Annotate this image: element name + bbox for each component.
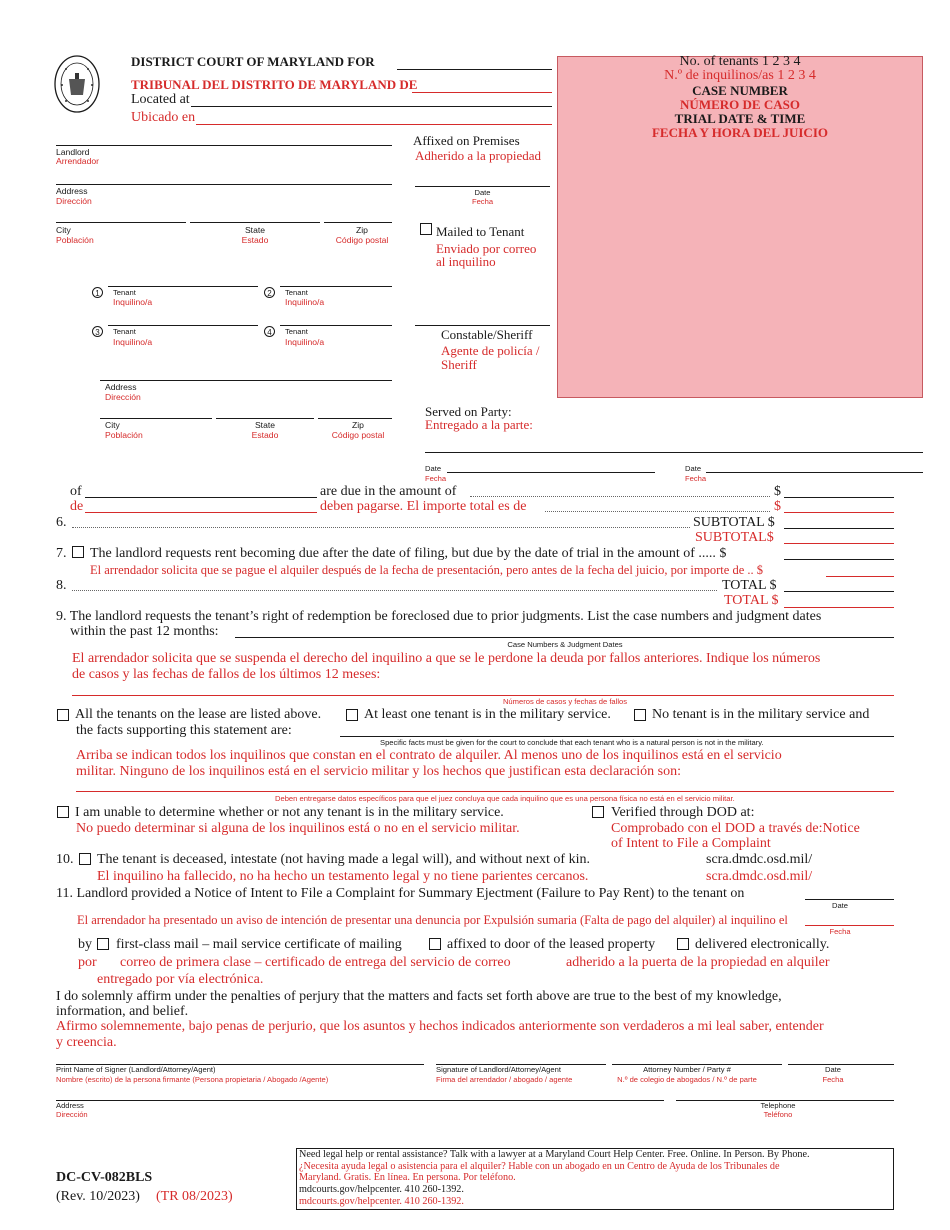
future-rent-field[interactable] [784, 559, 894, 560]
service-date-en-text: Date [685, 464, 702, 473]
military-yes-checkbox[interactable] [346, 709, 358, 721]
amounts-rent-es-text: El arrendador solicita que se pague el alquiler después de la fecha de presentación, pero antes de la fecha del juicio, por importe de .. $ [90, 563, 763, 577]
amounts-subtotal-es-text: SUBTOTAL$ [695, 530, 774, 545]
item10-en-text: The tenant is deceased, intestate (not having made a legal will), and without next of kin. [97, 852, 590, 867]
electronic-method-checkbox[interactable] [677, 938, 689, 950]
item9-caption-es-text: Números de casos y fechas de fallos [502, 697, 628, 706]
military-all-en-text: All the tenants on the lease are listed above. [75, 707, 322, 722]
form-rule [72, 527, 690, 528]
military-dod-es1-text: Comprobado con el DOD a través de:Notice [611, 821, 860, 836]
amounts-item6-text: 6. [56, 515, 67, 530]
item11-mail-es-text: correo de primera clase – certificado de entrega del servicio de correo [120, 955, 511, 970]
signature-atty-en-text: Attorney Number / Party # [643, 1065, 731, 1074]
tenants-zip-en-text: Zip [352, 420, 364, 430]
item9-caption-en-text: Case Numbers & Judgment Dates [507, 640, 623, 649]
tenants-tenant-en-text: Tenant [285, 327, 308, 336]
item11-elec-en-text: delivered electronically. [695, 937, 830, 952]
item9-line2-text: within the past 12 months: [70, 624, 219, 639]
military-dod-en-text: Verified through DOD at: [611, 805, 755, 820]
tenants-tenant-en-text: Tenant [113, 288, 136, 297]
form-rule [784, 543, 894, 544]
amounts-of-en-text: of [70, 484, 82, 499]
service-date-en-text: Date [474, 188, 491, 197]
amounts-due-es-text: deben pagarse. El importe total es de [320, 499, 527, 514]
tenants-state-es-text: Estado [251, 430, 279, 440]
affixed-label: Affixed on Premises [413, 133, 520, 148]
help-center-link-es[interactable]: mdcourts.gov/helpcenter. 410 260-1392. [299, 1196, 464, 1207]
landlord-address-field[interactable] [56, 184, 392, 185]
military-es1-text: Arriba se indican todos los inquilinos que constan en el contrato de alquiler. Al menos uno de los inquilinos está en el servicio [76, 748, 782, 763]
dod-verified-checkbox[interactable] [592, 806, 604, 818]
tenant-4-field[interactable] [280, 325, 392, 326]
landlord-state-field[interactable] [190, 222, 320, 223]
judgments-field[interactable] [235, 637, 894, 638]
landlord-landlord-en-text: Landlord [56, 147, 90, 157]
item11-mail-en-text: first-class mail – mail service certificate of mailing [116, 937, 402, 952]
military-specific-en-text: Specific facts must be given for the court to conclude that each tenant who is a natural person is not in the military. [380, 738, 764, 747]
tenant-2-number: 2 [264, 287, 275, 298]
landlord-city-es-text: Población [56, 235, 94, 245]
footer-help-es1-text: ¿Necesita ayuda legal o asistencia para el alquiler? Hable con un abogado en un Centro de Ayuda de los Tribunales de [299, 1161, 780, 1172]
service-constable-es1-text: Agente de policía / [441, 343, 540, 358]
item11-text: 11. Landlord provided a Notice of Intent to File a Complaint for Summary Ejectment (Failure to Pay Rent) to the tenant on [56, 886, 745, 901]
item10-num-text: 10. [56, 852, 74, 867]
notice-date-field[interactable] [805, 899, 894, 900]
form-rule [72, 695, 894, 696]
signer-address-field[interactable] [56, 1100, 664, 1101]
form-rule [76, 791, 894, 792]
tenant-3-field[interactable] [108, 325, 258, 326]
tenant-3-number: 3 [92, 326, 103, 337]
form-rule [85, 512, 317, 513]
military-es2-text: militar. Ninguno de los inquilinos está en el servicio militar y los hechos que justifican esta declaración son: [76, 764, 681, 779]
tenant-city-field[interactable] [100, 418, 212, 419]
tenant-4-number: 4 [264, 326, 275, 337]
future-rent-checkbox[interactable] [72, 546, 84, 558]
military-specific-es-text: Deben entregarse datos específicos para que el juez concluya que cada inquilino que es una persona física no está en el servicio militar. [275, 794, 735, 803]
tenants-address-en-text: Address [105, 382, 137, 392]
affirm-en2-text: information, and belief. [56, 1004, 189, 1019]
tenants-tenant-es-text: Inquilino/a [113, 337, 153, 347]
tenant-1-field[interactable] [108, 286, 258, 287]
tenants-tenant-es-text: Inquilino/a [285, 337, 325, 347]
court-seal [54, 55, 100, 113]
signature-print-es-text: Nombre (escrito) de la persona firmante (Persona propietaria / Abogado /Agente) [56, 1075, 329, 1084]
landlord-zip-en-text: Zip [356, 225, 368, 235]
form-rule [805, 925, 894, 926]
tenants-city-es-text: Población [105, 430, 143, 440]
trial-date-label-es: FECHA Y HORA DEL JUICIO [651, 125, 828, 140]
military-no-checkbox[interactable] [634, 709, 646, 721]
form-rule [545, 511, 770, 512]
item11-by-en-text: by [78, 937, 92, 952]
affirm-es2-text: y creencia. [56, 1035, 117, 1050]
landlord-zip-field[interactable] [324, 222, 392, 223]
unable-determine-checkbox[interactable] [57, 806, 69, 818]
signature-sig-es-text: Firma del arrendador / abogado / agente [436, 1075, 573, 1084]
tenant-2-field[interactable] [280, 286, 392, 287]
court-title-es: TRIBUNAL DEL DISTRITO DE MARYLAND DE [131, 77, 418, 92]
tenant-zip-field[interactable] [318, 418, 392, 419]
form-rule [784, 512, 894, 513]
item11-elec-es-text: entregado por vía electrónica. [97, 972, 264, 987]
amounts-dollar-text: $ [774, 484, 781, 499]
affixed-label-es: Adherido a la propiedad [415, 148, 541, 163]
tenants-address-es-text: Dirección [105, 392, 141, 402]
landlord-state-es-text: Estado [241, 235, 269, 245]
signature-address-es-text: Dirección [56, 1110, 88, 1119]
military-none-en-text: No tenant is in the military service and [652, 707, 870, 722]
signature-sig-en-text: Signature of Landlord/Attorney/Agent [436, 1065, 561, 1074]
affirmation-text: I do solemnly affirm under the penalties of perjury that the matters and facts set forth above are true to the best of my knowledge, [56, 989, 782, 1004]
served-date-1-field[interactable] [447, 472, 655, 473]
form-rule [412, 92, 552, 93]
amounts-item7-text: 7. [56, 546, 67, 561]
affixed-method-checkbox[interactable] [429, 938, 441, 950]
landlord-landlord-es-text: Arrendador [56, 156, 99, 166]
subtotal-label: SUBTOTAL $ [693, 515, 775, 530]
tenant-state-field[interactable] [216, 418, 314, 419]
mailed-label: Mailed to Tenant [436, 224, 525, 239]
form-rule [196, 124, 552, 125]
help-center-link[interactable]: mdcourts.gov/helpcenter. 410 260-1392. [299, 1184, 464, 1195]
signature-date-es-text: Fecha [822, 1075, 844, 1084]
amounts-dollar-text: $ [774, 499, 781, 514]
amounts-due-en-text: are due in the amount of [320, 484, 457, 499]
footer-help-en-text: Need legal help or rental assistance? Talk with a lawyer at a Maryland Court Help Center. Free. Online. In Person. By Phone. [299, 1149, 810, 1160]
total-label: TOTAL $ [722, 578, 777, 593]
deceased-checkbox[interactable] [79, 853, 91, 865]
service-served-es-text: Entregado a la parte: [425, 417, 533, 432]
served-label: Served on Party: [425, 404, 512, 419]
tenant-address-field[interactable] [100, 380, 392, 381]
scra-link[interactable]: scra.dmdc.osd.mil/ [706, 852, 813, 867]
military-unable-es-text: No puedo determinar si alguna de los inquilinos está o no en el servicio militar. [76, 821, 520, 836]
signature-date-en-text: Date [824, 1065, 842, 1074]
total-field[interactable] [784, 591, 894, 592]
mailed-checkbox[interactable] [420, 223, 432, 235]
service-date-es-text: Fecha [425, 474, 447, 483]
service-date-es-text: Fecha [685, 474, 707, 483]
due-amount-field[interactable] [784, 497, 894, 498]
affixed-date-field[interactable] [415, 186, 550, 187]
tenants-zip-es-text: Código postal [331, 430, 385, 440]
tenants-tenant-es-text: Inquilino/a [113, 297, 153, 307]
amounts-of-es-text: de [70, 499, 84, 514]
tenant-1-number: 1 [92, 287, 103, 298]
service-mailed-es1-text: Enviado por correo [436, 241, 537, 256]
item11-date-es-text: Fecha [829, 927, 851, 936]
tenants-tenant-en-text: Tenant [285, 288, 308, 297]
tenant-count-es: N.º de inquilinos/as 1 2 3 4 [664, 68, 816, 83]
signature-address-en-text: Address [56, 1101, 84, 1110]
item11-es-text: El arrendador ha presentado un aviso de intención de presentar una denuncia por Expulsión sumaria (Falta de pago del alquiler) al inquilino el [77, 913, 788, 927]
amounts-item8-text: 8. [56, 578, 67, 593]
service-date-es-text: Fecha [471, 197, 494, 206]
constable-label: Constable/Sheriff [441, 327, 533, 342]
form-rule [72, 590, 717, 591]
revision: (Rev. 10/2023) [56, 1189, 140, 1204]
landlord-address-en-text: Address [56, 186, 88, 196]
tenants-city-en-text: City [105, 420, 120, 430]
service-mailed-es2-text: al inquilino [436, 254, 496, 269]
trial-date-label: TRIAL DATE & TIME [674, 111, 806, 126]
mailed-date-field[interactable] [415, 325, 550, 326]
military-one-en-text: At least one tenant is in the military service. [364, 707, 611, 722]
translation-revision: (TR 08/2023) [156, 1189, 233, 1204]
signature-atty-es-text: N.º de colegio de abogados / N.º de parte [617, 1075, 757, 1084]
military-facts-en-text: the facts supporting this statement are: [76, 723, 292, 738]
landlord-city-field[interactable] [56, 222, 186, 223]
served-party-field[interactable] [425, 452, 923, 453]
form-id: DC-CV-082BLS [56, 1170, 153, 1185]
tenant-count: No. of tenants 1 2 3 4 [679, 54, 801, 69]
all-tenants-checkbox[interactable] [57, 709, 69, 721]
mail-method-checkbox[interactable] [97, 938, 109, 950]
form-rule [397, 69, 552, 70]
signature-print-en-text: Print Name of Signer (Landlord/Attorney/Agent) [56, 1065, 216, 1074]
served-date-2-field[interactable] [706, 472, 923, 473]
landlord-address-es-text: Dirección [56, 196, 92, 206]
case-number-label-es: NÚMERO DE CASO [680, 97, 800, 112]
item9-es1-text: El arrendador solicita que se suspenda el derecho del inquilino a que se le perdone la deuda por fallos anteriores. Indique los números [72, 651, 821, 666]
military-dod-es2-text: of Intent to File a Complaint [611, 836, 771, 851]
signature-phone-en-text: Telephone [760, 1101, 796, 1110]
rent-period-field[interactable] [85, 497, 317, 498]
amounts-total-es-text: TOTAL $ [724, 593, 779, 608]
item11-date-en-text: Date [831, 901, 849, 910]
form-rule [470, 496, 770, 497]
tenants-state-en-text: State [254, 420, 276, 430]
item10-es-text: El inquilino ha fallecido, no ha hecho un testamento legal y no tiene parientes cercanos. [97, 869, 589, 884]
military-scra2-text[interactable]: scra.dmdc.osd.mil/ [706, 869, 813, 884]
military-unable-en-text: I am unable to determine whether or not any tenant is in the military service. [75, 805, 504, 820]
item9-text: 9. The landlord requests the tenant’s right of redemption be foreclosed due to prior judgments. List the case numbers and judgment dates [56, 609, 822, 624]
landlord-city-en-text: City [56, 225, 71, 235]
located-label-es: Ubicado en [131, 110, 196, 125]
landlord-zip-es-text: Código postal [335, 235, 389, 245]
tenants-tenant-es-text: Inquilino/a [285, 297, 325, 307]
located-label: Located at [131, 92, 190, 107]
located-field[interactable] [191, 106, 552, 107]
item11-affixed-en-text: affixed to door of the leased property [447, 937, 656, 952]
form-rule [826, 576, 894, 577]
service-date-en-text: Date [425, 464, 442, 473]
item11-by-es-text: por [78, 955, 97, 970]
subtotal-field[interactable] [784, 528, 894, 529]
item11-affixed-es-text: adherido a la puerta de la propiedad en alquiler [566, 955, 830, 970]
form-rule [784, 607, 894, 608]
footer-help-es2-text: Maryland. Gratis. En línea. En persona. Por teléfono. [299, 1172, 516, 1183]
item9-es2-text: de casos y las fechas de fallos de los últimos 12 meses: [72, 667, 381, 682]
case-number-label: CASE NUMBER [692, 83, 788, 98]
landlord-field[interactable] [56, 145, 392, 146]
court-title: DISTRICT COURT OF MARYLAND FOR [131, 54, 375, 69]
affirm-es1-text: Afirmo solemnemente, bajo penas de perjurio, que los asuntos y hechos indicados anteriormente son verdaderos a mi leal saber, entender [56, 1019, 824, 1034]
future-rent-label: The landlord requests rent becoming due after the date of filing, but due by the date of trial in the amount of ..... $ [90, 546, 727, 561]
military-facts-field[interactable] [340, 736, 894, 737]
service-constable-es2-text: Sheriff [441, 357, 477, 372]
signature-phone-es-text: Teléfono [763, 1110, 793, 1119]
landlord-state-en-text: State [244, 225, 266, 235]
tenants-tenant-en-text: Tenant [113, 327, 136, 336]
